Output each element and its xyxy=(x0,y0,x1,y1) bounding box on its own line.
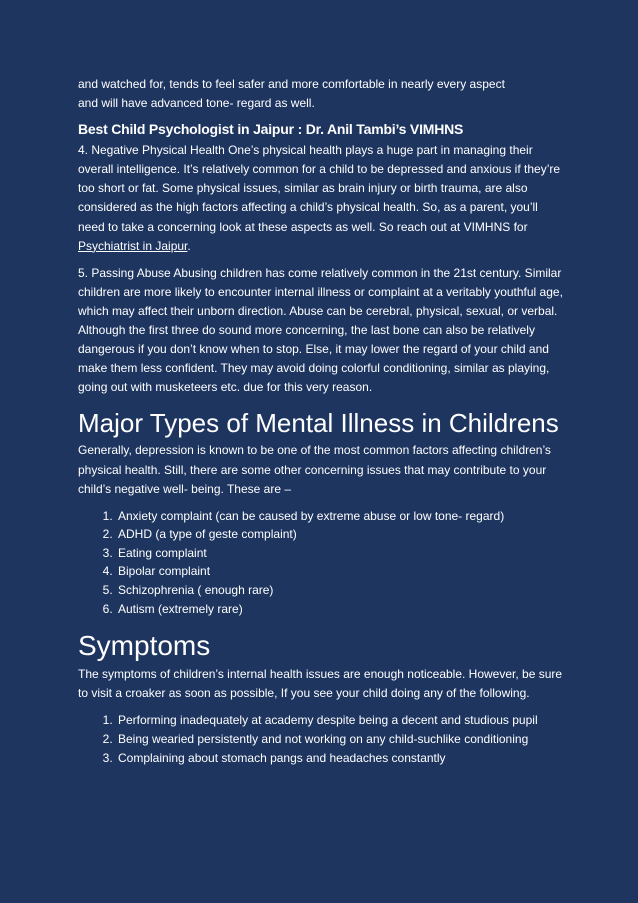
intro-line-2: and will have advanced tone- regard as well. xyxy=(78,96,315,111)
list-item: 6. Autism (extremely rare) xyxy=(116,600,564,619)
intro-line-1: and watched for, tends to feel safer and more comfortable in nearly every aspect xyxy=(78,77,505,91)
psychiatrist-link[interactable]: Psychiatrist in Jaipur xyxy=(78,238,188,253)
mental-illness-types-heading: Major Types of Mental Illness in Childrens xyxy=(78,408,559,439)
list-item: 5. Schizophrenia ( enough rare) xyxy=(116,581,564,600)
physical-health-end: . xyxy=(187,238,191,253)
document-page xyxy=(78,75,564,767)
list-item: 2. ADHD (a type of geste complaint) xyxy=(116,525,564,544)
list-item: 1. Performing inadequately at academy despite being a decent and studious pupil xyxy=(116,711,564,730)
best-psychologist-heading: Best Child Psychologist in Jaipur : Dr. Anil Tambi’s VIMHNS xyxy=(78,121,464,138)
mental-illness-list xyxy=(78,507,564,619)
list-item: 4. Bipolar complaint xyxy=(116,562,564,581)
symptoms-heading: Symptoms xyxy=(78,630,211,662)
symptoms-list xyxy=(78,711,564,767)
physical-health-paragraph xyxy=(78,141,564,256)
list-item: 3. Eating complaint xyxy=(116,544,564,563)
list-item: 1. Anxiety complaint (can be caused by extreme abuse or low tone- regard) xyxy=(116,507,564,526)
list-item: 2. Being wearied persistently and not working on any child-suchlike conditioning xyxy=(116,730,564,749)
intro-paragraph xyxy=(78,75,564,113)
symptoms-intro: The symptoms of children’s internal health issues are enough noticeable. However, be sure to visit a croaker as soon as possible, If you see your child doing any of the following. xyxy=(78,667,563,701)
physical-health-text: 4. Negative Physical Health One’s physical health plays a huge part in managing their overall intelligence. It’s relatively common for a child to be depressed and anxious if they’re too short or fat. Some physical issues, similar as brain injury or birth trauma, are also considered as the high factors affecting a child’s physical health. So, as a parent, you’ll need to take a concerning look at these aspects as well. So reach out at VIMHNS for xyxy=(78,143,561,234)
list-item: 3. Complaining about stomach pangs and headaches constantly xyxy=(116,749,564,768)
mental-illness-intro: Generally, depression is known to be one of the most common factors affecting children’s physical health. Still, there are some other concerning issues that may contribute to your child’s negative well- being. These are – xyxy=(78,443,551,496)
abuse-paragraph: 5. Passing Abuse Abusing children has come relatively common in the 21st century. Similar children are more likely to encounter internal illness or complaint at a veritably youthful age, which may affect their unborn direction. Abuse can be cerebral, physical, sexual, or verbal. Although the first three do sound more concerning, the last bone can also be relatively dangerous if you don’t know when to stop. Else, it may lower the regard of your child and make them less confident. They may avoid doing colorful conditioning, similar as playing, going out with musketeers etc. due for this very reason. xyxy=(78,265,563,395)
